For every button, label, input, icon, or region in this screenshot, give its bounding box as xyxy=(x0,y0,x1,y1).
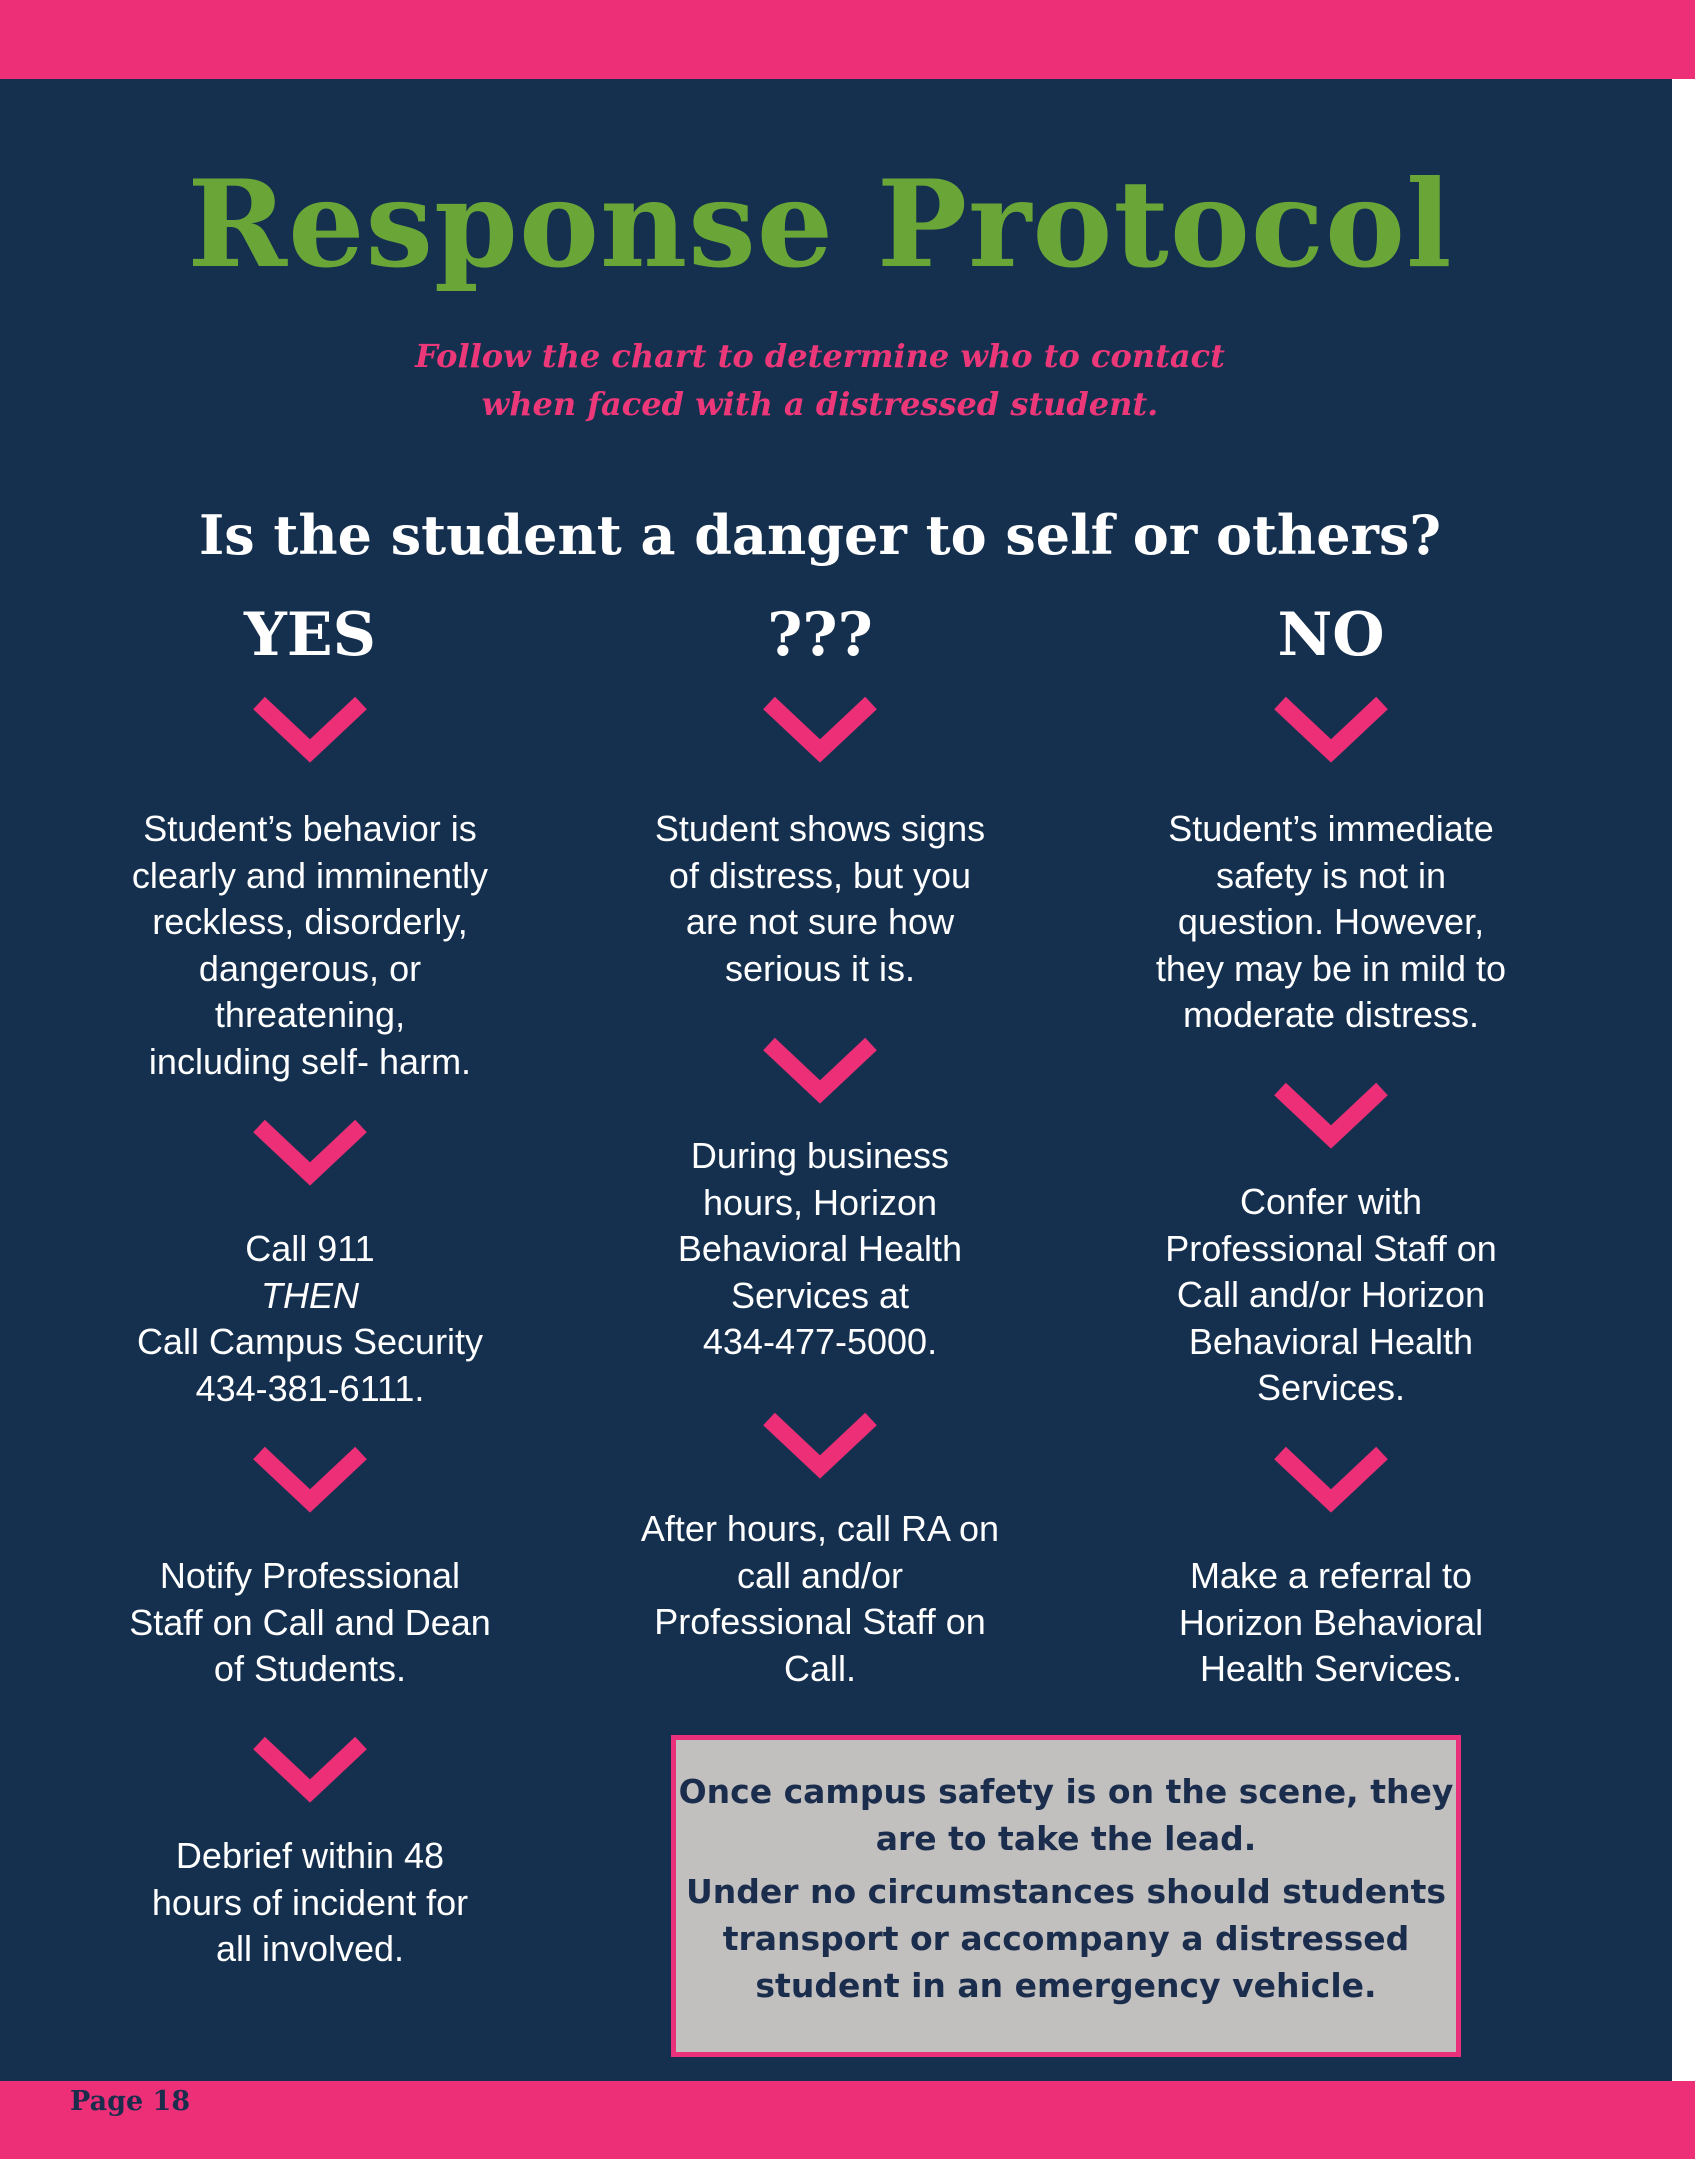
unsure-step-3 xyxy=(595,1506,1045,1692)
yes-step-3 xyxy=(85,1553,535,1693)
step-line: dangerous, or xyxy=(198,947,422,989)
chevron-down-icon xyxy=(251,693,369,765)
step-line: Student’s behavior is xyxy=(143,808,477,849)
step-line: Staff on Call and Dean xyxy=(129,1601,491,1643)
step-line: Services at xyxy=(730,1274,910,1316)
step-line: After hours, call RA on xyxy=(640,1508,1000,1549)
chevron-down-icon xyxy=(761,693,879,765)
step-line: call and/or xyxy=(736,1554,904,1596)
yes-step-4 xyxy=(85,1833,535,1973)
step-line: serious it is. xyxy=(724,947,916,989)
step-line: Professional Staff on xyxy=(1165,1227,1497,1269)
step-line: Call 911 xyxy=(245,1228,375,1269)
unsure-step-1 xyxy=(595,806,1045,992)
step-line: including self- harm. xyxy=(148,1040,472,1082)
step-line: THEN xyxy=(261,1274,359,1316)
chevron-down-icon xyxy=(251,1116,369,1188)
page-number: Page 18 xyxy=(70,2086,191,2117)
step-line: Student shows signs xyxy=(654,808,986,849)
chevron-down-icon xyxy=(1272,1443,1390,1515)
page-title: Response Protocol xyxy=(187,154,1453,295)
notice-line: Under no circumstances should students xyxy=(685,1872,1447,1911)
step-line: Student’s immediate xyxy=(1168,808,1494,849)
column-heading-no: NO xyxy=(1277,600,1385,670)
step-line: Call Campus Security xyxy=(136,1321,484,1362)
notice-line: are to take the lead. xyxy=(875,1819,1257,1858)
no-step-2 xyxy=(1106,1179,1556,1412)
step-line: clearly and imminently xyxy=(131,854,489,896)
step-line: reckless, disorderly, xyxy=(152,901,468,942)
yes-step-2 xyxy=(85,1226,535,1412)
step-line: 434-477-5000. xyxy=(702,1321,938,1362)
step-line: Professional Staff on xyxy=(654,1601,986,1642)
subtitle-line: when faced with a distressed student. xyxy=(481,385,1159,423)
notice-paragraph xyxy=(676,1768,1456,1862)
step-line: of distress, but you xyxy=(668,854,972,896)
step-line: moderate distress. xyxy=(1182,994,1480,1035)
step-line: threatening, xyxy=(214,994,406,1035)
step-line: of Students. xyxy=(213,1648,407,1689)
safety-notice-box xyxy=(671,1735,1461,2057)
step-line: During business xyxy=(690,1135,950,1176)
step-line: Notify Professional xyxy=(159,1555,461,1596)
step-line: Make a referral to xyxy=(1189,1555,1473,1596)
page-subtitle xyxy=(0,332,1640,428)
top-accent-band xyxy=(0,0,1695,79)
step-line: hours, Horizon xyxy=(702,1181,938,1223)
step-line: they may be in mild to xyxy=(1155,947,1507,989)
step-line: hours of incident for xyxy=(151,1881,469,1923)
step-line: question. However, xyxy=(1177,901,1485,942)
column-heading-yes: YES xyxy=(244,600,376,670)
no-step-1 xyxy=(1106,806,1556,1039)
no-step-3 xyxy=(1106,1553,1556,1693)
step-line: all involved. xyxy=(215,1928,405,1969)
notice-line: transport or accompany a distressed xyxy=(722,1919,1410,1958)
step-line: Health Services. xyxy=(1199,1648,1463,1689)
step-line: Call and/or Horizon xyxy=(1176,1274,1486,1315)
chevron-down-icon xyxy=(251,1443,369,1515)
chevron-down-icon xyxy=(1272,1079,1390,1151)
step-line: Debrief within 48 xyxy=(175,1835,445,1876)
chevron-down-icon xyxy=(1272,693,1390,765)
step-line: Confer with xyxy=(1239,1181,1423,1222)
step-line: Call. xyxy=(783,1647,857,1689)
yes-step-1 xyxy=(85,806,535,1085)
unsure-step-2 xyxy=(595,1133,1045,1366)
step-line: Behavioral Health xyxy=(1188,1320,1474,1362)
notice-line: student in an emergency vehicle. xyxy=(755,1966,1377,2005)
decision-question: Is the student a danger to self or others? xyxy=(198,503,1442,567)
chevron-down-icon xyxy=(251,1733,369,1805)
column-heading-unsure: ??? xyxy=(767,600,873,670)
step-line: Horizon Behavioral xyxy=(1178,1601,1484,1643)
step-line: Behavioral Health xyxy=(677,1228,963,1269)
chevron-down-icon xyxy=(761,1409,879,1481)
step-line: 434-381-6111. xyxy=(195,1367,425,1409)
step-line: safety is not in xyxy=(1215,854,1447,896)
chevron-down-icon xyxy=(761,1034,879,1106)
notice-line: Once campus safety is on the scene, they xyxy=(678,1772,1454,1811)
step-line: are not sure how xyxy=(685,901,955,942)
notice-paragraph xyxy=(676,1868,1456,2009)
step-line: Services. xyxy=(1256,1367,1406,1408)
subtitle-line: Follow the chart to determine who to contact xyxy=(415,337,1225,375)
bottom-accent-band xyxy=(0,2081,1695,2159)
